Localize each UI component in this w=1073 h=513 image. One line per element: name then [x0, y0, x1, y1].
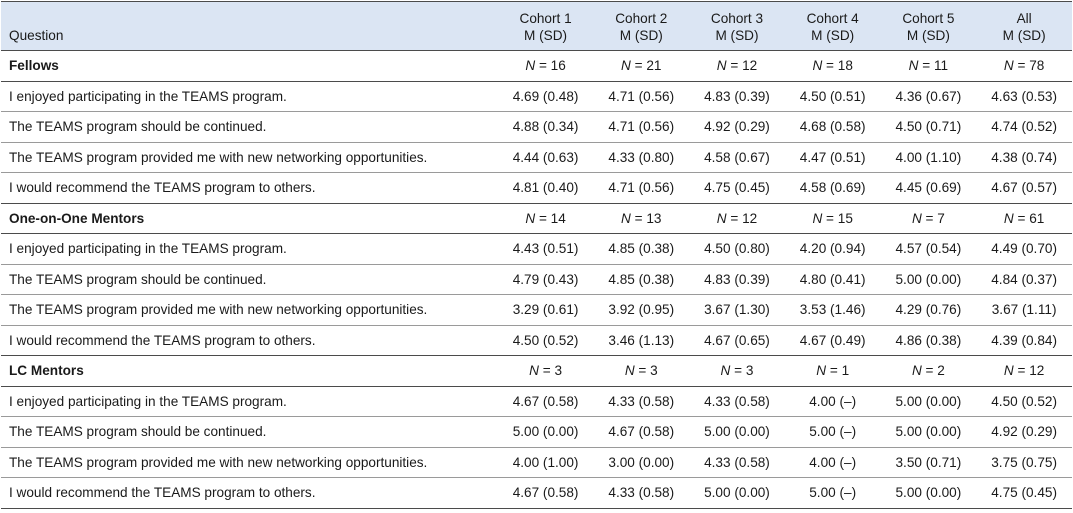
value-cell: 4.36 (0.67) [881, 81, 977, 112]
group-row [1, 51, 1072, 82]
value-cell: 3.67 (1.11) [976, 295, 1072, 326]
question-cell: I enjoyed participating in the TEAMS program. [1, 386, 498, 417]
group-row [1, 356, 1072, 387]
value-cell: 4.67 (0.58) [498, 386, 594, 417]
value-cell: 4.83 (0.39) [689, 264, 785, 295]
value-cell: 4.50 (0.52) [498, 325, 594, 356]
value-cell: 4.74 (0.52) [976, 112, 1072, 143]
n-separator: = [921, 210, 938, 226]
value-cell: 4.45 (0.69) [881, 173, 977, 204]
question-cell: I enjoyed participating in the TEAMS program. [1, 234, 498, 265]
n-value: 12 [1029, 363, 1045, 379]
column-header-question: Question [1, 2, 498, 51]
column-header-title: Cohort 4 [806, 11, 859, 26]
column-header-all [976, 2, 1072, 51]
n-symbol: N [812, 210, 823, 226]
question-cell: I would recommend the TEAMS program to others. [1, 325, 498, 356]
value-cell: 4.57 (0.54) [881, 234, 977, 265]
value-cell: 5.00 (–) [785, 478, 881, 509]
value-cell: 4.44 (0.63) [498, 142, 594, 173]
value-cell: 4.33 (0.58) [689, 386, 785, 417]
question-cell: I would recommend the TEAMS program to others. [1, 173, 498, 204]
value-cell: 4.00 (–) [785, 386, 881, 417]
column-header-cohort-3 [689, 2, 785, 51]
value-cell: 5.00 (0.00) [881, 478, 977, 509]
value-cell: 5.00 (0.00) [881, 386, 977, 417]
group-n-cell [593, 51, 689, 82]
n-symbol: N [716, 58, 727, 74]
group-n-cell [785, 51, 881, 82]
n-separator: = [921, 363, 938, 379]
n-value: 3 [650, 363, 658, 379]
column-header-stat: M (SD) [524, 28, 568, 43]
n-symbol: N [525, 58, 536, 74]
n-symbol: N [911, 210, 922, 226]
group-n-cell [785, 356, 881, 387]
question-cell: I enjoyed participating in the TEAMS program. [1, 81, 498, 112]
value-cell: 4.39 (0.84) [976, 325, 1072, 356]
group-n-cell [689, 356, 785, 387]
value-cell: 3.29 (0.61) [498, 295, 594, 326]
n-separator: = [918, 58, 934, 74]
table-row [1, 173, 1072, 204]
value-cell: 3.75 (0.75) [976, 447, 1072, 478]
group-n-cell [498, 203, 594, 234]
group-n-cell [593, 203, 689, 234]
n-symbol: N [1003, 363, 1014, 379]
n-value: 1 [841, 363, 850, 379]
value-cell: 4.29 (0.76) [881, 295, 977, 326]
question-cell: The TEAMS program provided me with new networking opportunities. [1, 295, 498, 326]
value-cell: 4.47 (0.51) [785, 142, 881, 173]
n-value: 15 [837, 210, 853, 226]
column-header-title: Cohort 1 [519, 11, 572, 26]
n-value: 61 [1029, 210, 1045, 226]
value-cell: 5.00 (0.00) [689, 417, 785, 448]
group-n-cell [881, 356, 977, 387]
n-value: 16 [550, 58, 566, 74]
value-cell: 4.69 (0.48) [498, 81, 594, 112]
n-value: 12 [742, 58, 758, 74]
value-cell: 4.71 (0.56) [593, 173, 689, 204]
group-n-cell [689, 51, 785, 82]
n-value: 12 [742, 210, 758, 226]
table-row [1, 295, 1072, 326]
column-header-cohort-1 [498, 2, 594, 51]
table-row [1, 142, 1072, 173]
value-cell: 3.92 (0.95) [593, 295, 689, 326]
n-separator: = [1013, 210, 1030, 226]
column-header-stat: M (SD) [715, 28, 759, 43]
table-header-row [1, 2, 1072, 51]
results-table [1, 1, 1072, 509]
value-cell: 3.00 (0.00) [593, 447, 689, 478]
column-header-cohort-5 [881, 2, 977, 51]
value-cell: 3.67 (1.30) [689, 295, 785, 326]
n-separator: = [730, 363, 746, 379]
n-symbol: N [720, 363, 731, 379]
value-cell: 4.00 (1.10) [881, 142, 977, 173]
value-cell: 3.53 (1.46) [785, 295, 881, 326]
n-separator: = [822, 58, 838, 74]
table-row [1, 264, 1072, 295]
value-cell: 5.00 (0.00) [689, 478, 785, 509]
value-cell: 4.86 (0.38) [881, 325, 977, 356]
value-cell: 4.75 (0.45) [689, 173, 785, 204]
value-cell: 4.50 (0.51) [785, 81, 881, 112]
n-separator: = [726, 58, 743, 74]
question-cell: I would recommend the TEAMS program to others. [1, 478, 498, 509]
value-cell: 4.33 (0.58) [593, 386, 689, 417]
column-header-stat: M (SD) [1002, 28, 1046, 43]
table-row [1, 81, 1072, 112]
n-symbol: N [624, 363, 635, 379]
n-symbol: N [529, 363, 539, 379]
n-value: 18 [837, 58, 853, 74]
column-header-title: Cohort 5 [902, 11, 955, 26]
value-cell: 4.80 (0.41) [785, 264, 881, 295]
n-value: 3 [745, 363, 754, 379]
n-value: 21 [646, 58, 662, 74]
value-cell: 4.43 (0.51) [498, 234, 594, 265]
value-cell: 4.71 (0.56) [593, 81, 689, 112]
n-value: 14 [550, 210, 566, 226]
value-cell: 4.85 (0.38) [593, 264, 689, 295]
value-cell: 4.84 (0.37) [976, 264, 1072, 295]
group-n-cell [689, 203, 785, 234]
question-cell: The TEAMS program provided me with new networking opportunities. [1, 447, 498, 478]
value-cell: 5.00 (0.00) [881, 264, 977, 295]
n-symbol: N [621, 58, 631, 74]
n-symbol: N [908, 58, 919, 74]
value-cell: 4.00 (–) [785, 447, 881, 478]
value-cell: 3.46 (1.13) [593, 325, 689, 356]
table-row [1, 447, 1072, 478]
column-header-stat: M (SD) [619, 28, 663, 43]
n-symbol: N [525, 210, 536, 226]
value-cell: 4.20 (0.94) [785, 234, 881, 265]
n-symbol: N [812, 58, 823, 74]
group-n-cell [976, 51, 1072, 82]
question-cell: The TEAMS program should be continued. [1, 417, 498, 448]
group-label: One-on-One Mentors [1, 203, 498, 234]
n-separator: = [634, 363, 651, 379]
question-cell: The TEAMS program should be continued. [1, 112, 498, 143]
value-cell: 4.00 (1.00) [498, 447, 594, 478]
n-value: 13 [646, 210, 662, 226]
n-symbol: N [816, 363, 827, 379]
group-label: LC Mentors [1, 356, 498, 387]
group-n-cell [976, 203, 1072, 234]
value-cell: 4.63 (0.53) [976, 81, 1072, 112]
table-row [1, 112, 1072, 143]
column-header-cohort-4 [785, 2, 881, 51]
n-symbol: N [1003, 210, 1014, 226]
value-cell: 4.50 (0.52) [976, 386, 1072, 417]
column-header-title: Cohort 3 [710, 11, 764, 26]
group-n-cell [785, 203, 881, 234]
value-cell: 4.67 (0.58) [498, 478, 594, 509]
group-n-cell [498, 356, 594, 387]
value-cell: 4.81 (0.40) [498, 173, 594, 204]
n-separator: = [630, 58, 647, 74]
value-cell: 4.50 (0.71) [881, 112, 977, 143]
column-header-stat: M (SD) [906, 28, 950, 43]
value-cell: 5.00 (–) [785, 417, 881, 448]
value-cell: 4.68 (0.58) [785, 112, 881, 143]
n-symbol: N [621, 210, 631, 226]
n-separator: = [822, 210, 838, 226]
n-value: 78 [1029, 58, 1045, 74]
value-cell: 4.38 (0.74) [976, 142, 1072, 173]
group-n-cell [976, 356, 1072, 387]
n-symbol: N [716, 210, 727, 226]
value-cell: 4.33 (0.58) [689, 447, 785, 478]
value-cell: 4.79 (0.43) [498, 264, 594, 295]
n-separator: = [1013, 58, 1030, 74]
n-value: 7 [937, 210, 945, 226]
column-header-title: All [1016, 11, 1032, 26]
value-cell: 5.00 (0.00) [881, 417, 977, 448]
value-cell: 4.67 (0.49) [785, 325, 881, 356]
n-symbol: N [1003, 58, 1014, 74]
table-row [1, 386, 1072, 417]
value-cell: 4.33 (0.80) [593, 142, 689, 173]
question-cell: The TEAMS program provided me with new networking opportunities. [1, 142, 498, 173]
table-body [1, 51, 1072, 509]
value-cell: 4.67 (0.57) [976, 173, 1072, 204]
value-cell: 4.92 (0.29) [976, 417, 1072, 448]
n-separator: = [726, 210, 743, 226]
table-row [1, 234, 1072, 265]
column-header-title: Cohort 2 [615, 11, 668, 26]
value-cell: 4.67 (0.65) [689, 325, 785, 356]
value-cell: 3.50 (0.71) [881, 447, 977, 478]
value-cell: 4.88 (0.34) [498, 112, 594, 143]
value-cell: 4.67 (0.58) [593, 417, 689, 448]
value-cell: 4.85 (0.38) [593, 234, 689, 265]
n-value: 2 [937, 363, 945, 379]
value-cell: 5.00 (0.00) [498, 417, 594, 448]
n-separator: = [535, 210, 551, 226]
value-cell: 4.50 (0.80) [689, 234, 785, 265]
group-row [1, 203, 1072, 234]
n-separator: = [826, 363, 842, 379]
column-header-cohort-2 [593, 2, 689, 51]
value-cell: 4.83 (0.39) [689, 81, 785, 112]
column-header-stat: M (SD) [811, 28, 855, 43]
value-cell: 4.92 (0.29) [689, 112, 785, 143]
value-cell: 4.75 (0.45) [976, 478, 1072, 509]
group-label: Fellows [1, 51, 498, 82]
n-separator: = [1013, 363, 1030, 379]
table-row [1, 478, 1072, 509]
n-separator: = [535, 58, 551, 74]
value-cell: 4.71 (0.56) [593, 112, 689, 143]
n-separator: = [538, 363, 555, 379]
group-n-cell [593, 356, 689, 387]
group-n-cell [881, 51, 977, 82]
table-row [1, 417, 1072, 448]
value-cell: 4.58 (0.69) [785, 173, 881, 204]
group-n-cell [498, 51, 594, 82]
table-row [1, 325, 1072, 356]
n-separator: = [630, 210, 647, 226]
value-cell: 4.49 (0.70) [976, 234, 1072, 265]
n-value: 11 [933, 58, 949, 74]
n-value: 3 [554, 363, 563, 379]
value-cell: 4.58 (0.67) [689, 142, 785, 173]
group-n-cell [881, 203, 977, 234]
question-cell: The TEAMS program should be continued. [1, 264, 498, 295]
value-cell: 4.33 (0.58) [593, 478, 689, 509]
n-symbol: N [911, 363, 922, 379]
